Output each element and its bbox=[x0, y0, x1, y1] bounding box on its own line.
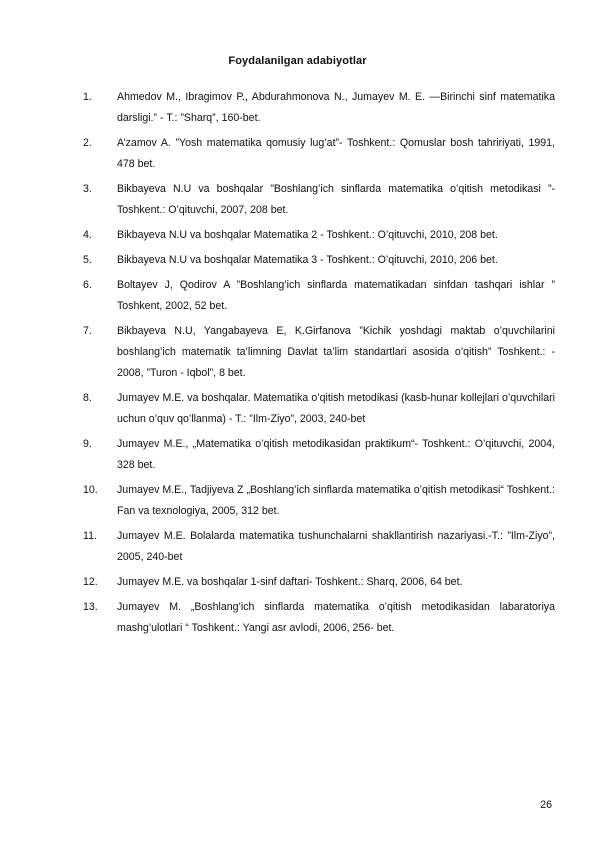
reference-number: 9. bbox=[83, 438, 92, 450]
reference-item bbox=[83, 179, 555, 221]
reference-item bbox=[83, 434, 555, 476]
reference-text: Jumayev M.E. Bolalarda matematika tushunchalarni shakllantirish nazariyasi.-T.: ”Ilm-Ziyo”, 2005, 240-bet bbox=[117, 530, 555, 563]
reference-number: 11. bbox=[83, 530, 97, 542]
reference-text: Bikbayeva N.U va boshqalar ”Boshlang’ich sinflarda matematika o’qitish metodikasi ”- Toshkent.: O’qituvchi, 2007, 208 bet. bbox=[117, 183, 555, 216]
reference-text: Jumayev M.E., Tadjiyeva Z „Boshlang’ich sinflarda matematika o’qitish metodikasi“ Toshkent.: Fan va texnologiya, 2005, 312 bet. bbox=[117, 484, 555, 517]
reference-text: Jumayev M.E. va boshqalar. Matematika o’qitish metodikasi (kasb-hunar kollejlari o’quvchilari uchun o’quv qo’llanma) - T.: ”Ilm-Ziyo”, 2003, 240-bet bbox=[117, 392, 555, 425]
reference-item bbox=[83, 572, 555, 593]
reference-number: 3. bbox=[83, 183, 92, 195]
reference-list bbox=[83, 87, 555, 643]
reference-item bbox=[83, 321, 555, 384]
reference-text: A’zamov A. ”Yosh matematika qomusiy lug’at”- Toshkent.: Qomuslar bosh tahririyati, 1991, 478 bet. bbox=[117, 137, 555, 170]
reference-number: 13. bbox=[83, 601, 98, 613]
page-number: 26 bbox=[540, 799, 552, 811]
reference-number: 6. bbox=[83, 279, 92, 291]
reference-item bbox=[83, 480, 555, 522]
reference-number: 10. bbox=[83, 484, 98, 496]
reference-number: 1. bbox=[83, 91, 92, 103]
reference-text: Jumayev M. „Boshlang’ich sinflarda matematika o’qitish metodikasidan labaratoriya mashg’ulotlari “ Toshkent.: Yangi asr avlodi, 2006, 256- bet. bbox=[117, 601, 555, 634]
reference-number: 2. bbox=[83, 137, 92, 149]
reference-number: 12. bbox=[83, 576, 98, 588]
reference-text: Bikbayeva N.U va boshqalar Matematika 2 - Toshkent.: O’qituvchi, 2010, 208 bet. bbox=[117, 229, 498, 241]
reference-item bbox=[83, 133, 555, 175]
reference-item bbox=[83, 87, 555, 129]
reference-number: 5. bbox=[83, 254, 92, 266]
reference-text: Boltayev J, Qodirov A ”Boshlang’ich sinflarda matematikadan sinfdan tashqari ishlar ” Toshkent, 2002, 52 bet. bbox=[117, 279, 555, 312]
reference-item bbox=[83, 250, 555, 271]
reference-item bbox=[83, 388, 555, 430]
page-title: Foydalanilgan adabiyotlar bbox=[228, 55, 367, 67]
reference-text: Jumayev M.E. va boshqalar 1-sinf daftari- Toshkent.: Sharq, 2006, 64 bet. bbox=[117, 576, 463, 588]
reference-item bbox=[83, 597, 555, 639]
reference-number: 8. bbox=[83, 392, 92, 404]
reference-number: 7. bbox=[83, 325, 92, 337]
reference-item bbox=[83, 225, 555, 246]
reference-text: Bikbayeva N.U va boshqalar Matematika 3 - Toshkent.: O’qituvchi, 2010, 206 bet. bbox=[117, 254, 498, 266]
reference-number: 4. bbox=[83, 229, 92, 241]
reference-item bbox=[83, 526, 555, 568]
reference-item bbox=[83, 275, 555, 317]
reference-text: Ahmedov M., Ibragimov P., Abdurahmonova N., Jumayev M. E. ―Birinchi sinf matematika darsligi.” - T.: ”Sharq”, 160-bet. bbox=[117, 91, 555, 124]
reference-text: Jumayev M.E., „Matematika o’qitish metodikasidan praktikum“- Toshkent.: O’qituvchi, 2004, 328 bet. bbox=[117, 438, 555, 471]
reference-text: Bikbayeva N.U, Yangabayeva E, K.Girfanova ”Kichik yoshdagi maktab o’quvchilarini boshlang’ich matematik ta’limning Davlat ta’lim standartlari asosida o’qitish” Toshkent.: - 2008, ”Turon - Iqbol”, 8 bet. bbox=[117, 325, 555, 379]
